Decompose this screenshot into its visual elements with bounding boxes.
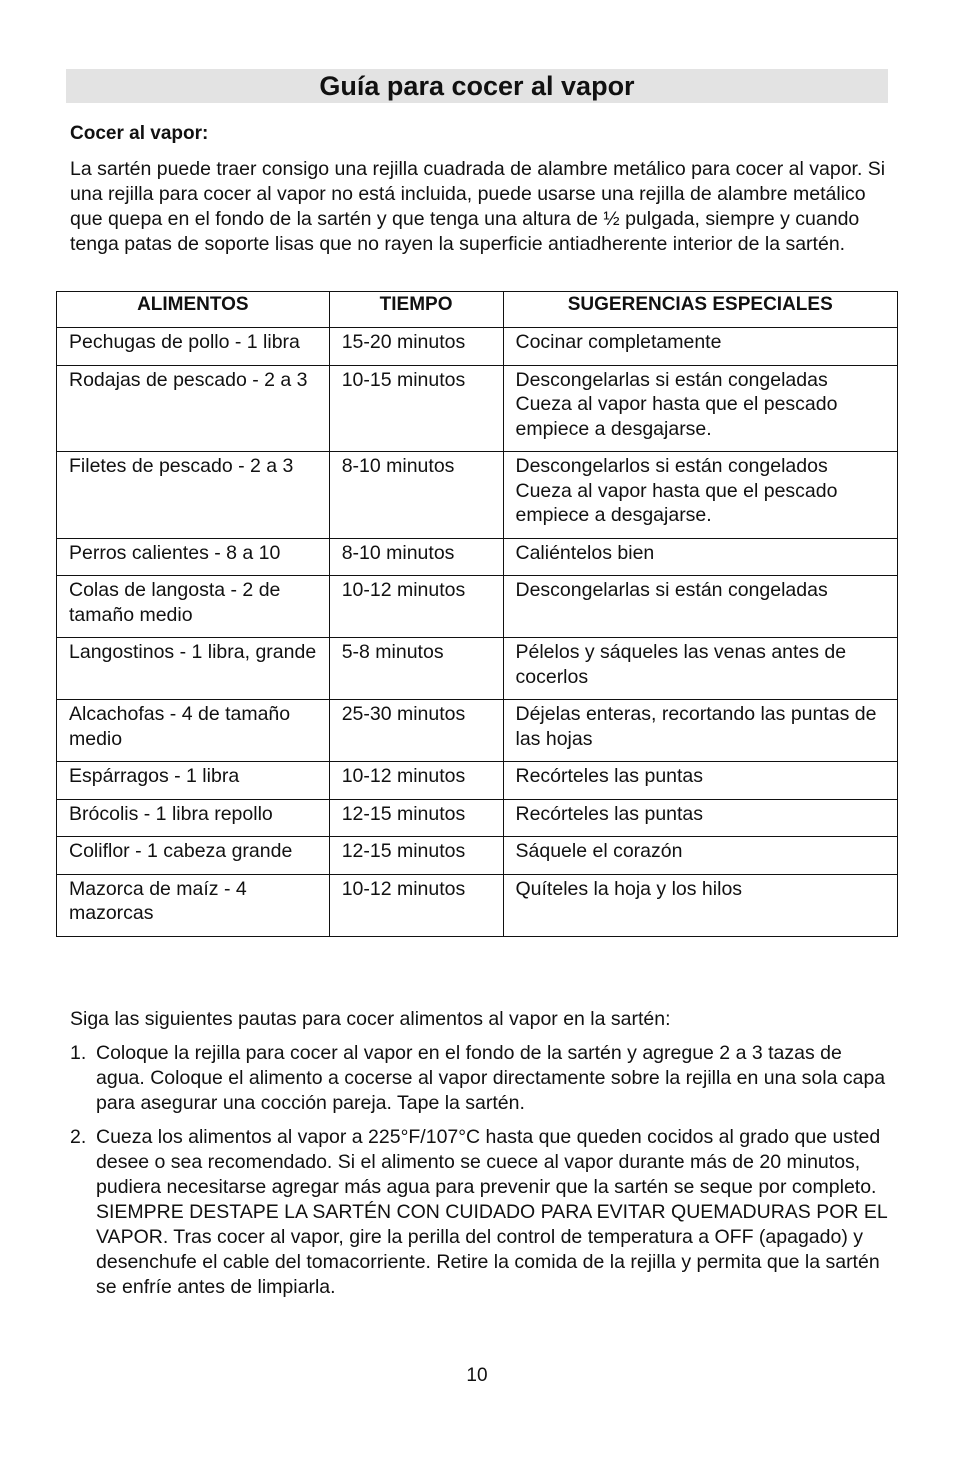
tips-cell — [503, 538, 898, 576]
tip-line: Cueza al vapor hasta que el pescado empiece a desgajarse. — [515, 393, 838, 440]
intro-paragraph: La sartén puede traer consigo una rejilla cuadrada de alambre metálico para cocer al vapor. Si una rejilla para cocer al vapor no está incluida, puede usarse una rejilla de alambre metálico que quepa en el fondo de la sartén y que tenga una altura de ½ pulgada, siempre y cuando tenga patas de soporte lisas que no rayen la superficie antiadherente interior de la sartén. — [70, 158, 886, 255]
table-row — [57, 576, 898, 638]
tips-cell — [503, 576, 898, 638]
tip-line: Déjelas enteras, recortando las puntas de las hojas — [515, 703, 877, 750]
guideline-step — [70, 1125, 892, 1300]
step-number: 1. — [70, 1042, 87, 1064]
food-cell: Langostinos - 1 libra, grande — [57, 638, 330, 700]
tip-line: Descongelarlas si están congeladas — [515, 368, 828, 391]
food-cell: Mazorca de maíz - 4 mazorcas — [57, 874, 330, 936]
table-row — [57, 365, 898, 452]
guidelines-steps — [70, 1041, 892, 1309]
tips-cell — [503, 700, 898, 762]
time-cell: 25-30 minutos — [329, 700, 503, 762]
time-cell: 5-8 minutos — [329, 638, 503, 700]
column-header-time: TIEMPO — [329, 292, 503, 328]
table-row — [57, 762, 898, 800]
time-cell: 8-10 minutos — [329, 452, 503, 539]
page-title-bar — [66, 69, 888, 103]
guidelines-lead: Siga las siguientes pautas para cocer alimentos al vapor en la sartén: — [70, 1008, 671, 1030]
time-cell: 10-15 minutos — [329, 365, 503, 452]
food-cell: Alcachofas - 4 de tamaño medio — [57, 700, 330, 762]
tip-line: Cocinar completamente — [515, 331, 722, 353]
table-row — [57, 799, 898, 837]
food-cell: Perros calientes - 8 a 10 — [57, 538, 330, 576]
tips-cell — [503, 874, 898, 936]
tips-cell — [503, 762, 898, 800]
table-row — [57, 700, 898, 762]
tips-cell — [503, 365, 898, 452]
step-number: 2. — [70, 1126, 87, 1148]
step-text: Coloque la rejilla para cocer al vapor en el fondo de la sartén y agregue 2 a 3 tazas de agua. Coloque el alimento a cocerse al vapor directamente sobre la rejilla en una sola capa para asegurar una cocción pareja. Tape la sartén. — [96, 1042, 886, 1114]
table-header-row — [57, 292, 898, 328]
table-row — [57, 837, 898, 875]
table-row — [57, 638, 898, 700]
time-cell: 10-12 minutos — [329, 874, 503, 936]
guideline-step — [70, 1041, 892, 1116]
tips-cell — [503, 638, 898, 700]
food-cell: Pechugas de pollo - 1 libra — [57, 328, 330, 366]
tips-cell — [503, 328, 898, 366]
section-heading: Cocer al vapor: — [70, 123, 209, 144]
time-cell: 10-12 minutos — [329, 576, 503, 638]
time-cell: 8-10 minutos — [329, 538, 503, 576]
tip-line: Recórteles las puntas — [515, 765, 704, 787]
table-row — [57, 452, 898, 539]
column-header-tips: SUGERENCIAS ESPECIALES — [503, 292, 898, 328]
food-cell: Colas de langosta - 2 de tamaño medio — [57, 576, 330, 638]
tip-line: Descongelarlas si están congeladas — [515, 579, 828, 601]
steaming-table — [56, 291, 898, 937]
tips-cell — [503, 837, 898, 875]
time-cell: 15-20 minutos — [329, 328, 503, 366]
food-cell: Rodajas de pescado - 2 a 3 — [57, 365, 330, 452]
food-cell: Brócolis - 1 libra repollo — [57, 799, 330, 837]
tip-line: Quíteles la hoja y los hilos — [515, 877, 743, 900]
time-cell: 10-12 minutos — [329, 762, 503, 800]
page-number: 10 — [466, 1365, 488, 1386]
tip-line: Caliéntelos bien — [515, 541, 655, 564]
tip-line: Cueza al vapor hasta que el pescado empiece a desgajarse. — [515, 479, 838, 526]
food-cell: Espárragos - 1 libra — [57, 762, 330, 800]
tips-cell — [503, 799, 898, 837]
page-title: Guía para cocer al vapor — [319, 71, 635, 101]
tip-line: Recórteles las puntas — [515, 802, 704, 825]
time-cell: 12-15 minutos — [329, 799, 503, 837]
tip-line: Pélelos y sáqueles las venas antes de cocerlos — [515, 641, 847, 688]
table-row — [57, 328, 898, 366]
tips-cell — [503, 452, 898, 539]
time-cell: 12-15 minutos — [329, 837, 503, 875]
tip-line: Sáquele el corazón — [515, 840, 683, 862]
column-header-food: ALIMENTOS — [57, 292, 330, 328]
table-row — [57, 538, 898, 576]
step-text: Cueza los alimentos al vapor a 225°F/107°C hasta que queden cocidos al grado que usted desee o sea recomendado. Si el alimento se cuece al vapor durante más de 20 minutos, pudiera necesitarse agregar más agua para prevenir que la sartén se seque por completo. SIEMPRE DESTAPE LA SARTÉN CON CUIDADO PARA EVITAR QUEMADURAS POR EL VAPOR. Tras cocer al vapor, gire la perilla del control de temperatura a OFF (apagado) y desenchufe el cable del tomacorriente. Retire la comida de la rejilla y permita que la sartén se enfríe antes de limpiarla. — [96, 1126, 888, 1298]
table-body — [57, 328, 898, 937]
table-row — [57, 874, 898, 936]
tip-line: Descongelarlos si están congelados — [515, 455, 828, 477]
food-cell: Filetes de pescado - 2 a 3 — [57, 452, 330, 539]
food-cell: Coliflor - 1 cabeza grande — [57, 837, 330, 875]
